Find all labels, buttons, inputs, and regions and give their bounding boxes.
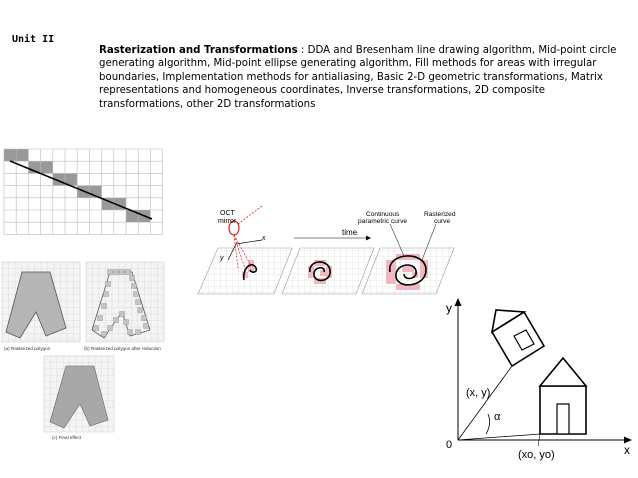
polygon-panel-b [86, 262, 164, 342]
syllabus-body: DDA and Bresenham line drawing algorithm, Mid-point circle generating algorithm, Mid-point ellipse generating algorithm, Fill methods for areas with irregular boundaries, Implementation methods for antialiasing, Basic 2-D geometric transformations, Matrix representations and homogeneous coordinates, Inverse transformations, 2D composite transformations, other 2D transformations [99, 45, 617, 110]
oct-time-label: time [342, 228, 358, 237]
polygon-caption-b: (b) Rasterized polygon after reduction [84, 346, 161, 351]
point-x0y0-label: (xo, yo) [518, 449, 555, 461]
syllabus-paragraph [99, 44, 629, 111]
rotated-house [492, 310, 544, 366]
rasterized-label-2: curve [434, 218, 451, 225]
oct-y-label: y [220, 255, 224, 262]
origin-label: 0 [446, 439, 453, 451]
house-transform-figure [440, 292, 636, 464]
point-xy-label: (x, y) [466, 387, 491, 399]
original-house [540, 358, 586, 434]
angle-label: α [494, 411, 501, 423]
polygon-caption-a: (a) Rasterized polygon [4, 346, 51, 351]
heading-separator: : [297, 45, 308, 56]
oct-mirror-label-1: OCT [220, 210, 235, 217]
continuous-label-1: Continuous [366, 211, 400, 218]
y-axis-label: y [446, 301, 452, 315]
oct-mirror-label-2: mirror [218, 218, 237, 225]
polygon-panel-c [44, 356, 114, 432]
rasterized-polygon-figure [0, 258, 172, 444]
oct-raster-figure [190, 202, 458, 310]
oct-x-label: x [262, 235, 266, 242]
continuous-label-2: parametric curve [358, 218, 408, 225]
bresenham-grid-figure [0, 147, 168, 237]
syllabus-heading: Rasterization and Transformations [99, 45, 298, 56]
unit-label: Unit II [12, 34, 55, 45]
x-axis-label: x [624, 443, 630, 457]
polygon-panel-a [2, 262, 80, 342]
rasterized-label-1: Rasterized [424, 211, 456, 218]
polygon-caption-c: (c) Final effect [52, 435, 82, 440]
